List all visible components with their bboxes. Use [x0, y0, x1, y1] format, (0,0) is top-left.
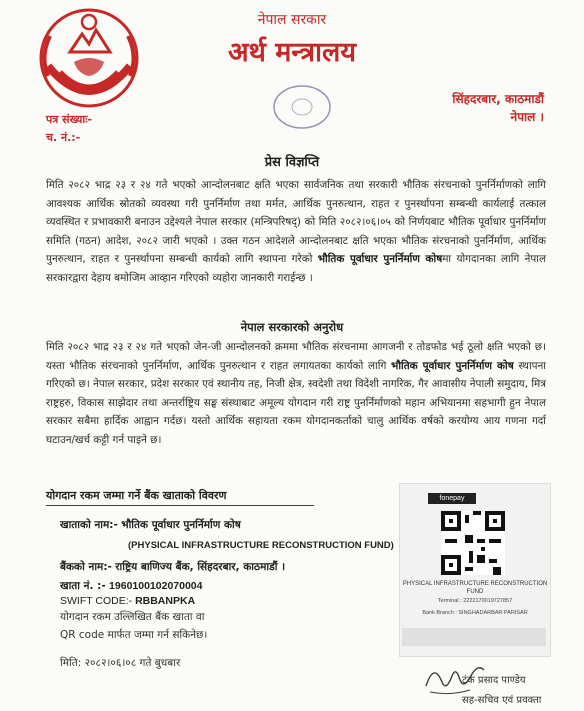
intro-text-part2: मा योगदानका लागि नेपाल सरकारद्वारा देहाय बमोजिम आव्हान गरिएको व्यहोरा जानकारी गराईन्छ ।: [46, 253, 546, 284]
payment-brand-logo: fonepay: [428, 493, 476, 504]
heading-underline: [46, 505, 314, 506]
qr-terminal: Terminal : 2222170019727857: [437, 598, 513, 604]
account-name-label: खाताको नाम:-: [60, 519, 118, 531]
swift-code-row: [60, 595, 195, 607]
account-number-value: 1960100102070004: [109, 580, 203, 592]
ministry-stamp-icon: [270, 82, 334, 132]
signatory-role: सह-सचिव एवं प्रवक्ता: [462, 695, 542, 706]
appeal-text-part1: मिति २०८२ भाद्र २३ र २४ गते भएको जेन-जी आन्दोलनको क्रममा भौतिक संरचनामा आगजनी र तोडफोड भई ठूलो क्षति भएको छ। यस्ता भौतिक संरचनाको पुनर्निर्माण, आर्थिक पुनरुत्थान र राहत लगायतका कार्यको लागि: [46, 341, 546, 372]
qr-bank-branch: Bank Branch : SINGHADARBAR PARISAR: [422, 610, 528, 616]
address-line-1: सिंहदरबार, काठमाडौं: [452, 92, 544, 106]
appeal-text-part2: स्थापना गरिएको छ। नेपाल सरकार, प्रदेश सरकार एवं स्थानीय तह, निजी क्षेत्र, स्वदेशी तथा विदेशी नागरिक, गैर आवासीय नेपाली समुदाय, मित्र राष्ट्रहरु, विकास साझेदार तथा अन्तर्राष्ट्रिय सङ्घ संस्थाबाट अमूल्य योगदान गरी राष्ट्र पुनर्निर्माणको महान अभियानमा सहभागी हुन नेपाल सरकार सबैमा हार्दिक आह्वान गर्दछ। यस्तो आर्थिक सहायता रकम योगदानकर्ताको चालु आर्थिक वर्षको करयोग्य आय गणना गर्दा घटाउन/खर्च कट्टी गर्न पाइने छ।: [46, 359, 546, 446]
qr-code-icon: [441, 511, 505, 575]
swift-code-value: RBBANPKA: [135, 595, 196, 607]
qr-note-line1: योगदान रकम उल्लिखित बैंक खाता वा: [60, 611, 205, 623]
account-number-label: खाता नं. :-: [60, 580, 106, 592]
intro-paragraph: [46, 176, 546, 287]
bank-name-label: बैंकको नाम:-: [60, 561, 112, 573]
fund-name-bold: भौतिक पूर्वाधार पुनर्निर्माण कोष: [317, 253, 443, 265]
appeal-heading: नेपाल सरकारको अनुरोध: [240, 320, 344, 334]
qr-fund-name: PHYSICAL INFRASTRUCTURE RECONSTRUCTION FUND: [402, 581, 548, 595]
ministry-name: अर्थ मन्त्रालय: [227, 37, 357, 68]
swift-code-label: SWIFT CODE:-: [60, 595, 133, 607]
account-name-english: (PHYSICAL INFRASTRUCTURE RECONSTRUCTION FUND): [128, 540, 394, 551]
account-number-row: [60, 579, 202, 593]
reference-number-label: पत्र संख्याः-: [46, 113, 93, 126]
bank-name-row: [60, 560, 285, 574]
account-section-heading: योगदान रकम जम्मा गर्ने बैंक खाताको विवरण: [46, 489, 227, 502]
account-name-value: भौतिक पूर्वाधार पुनर्निर्माण कोष: [121, 519, 241, 531]
bank-name-value: राष्ट्रिय बाणिज्य बैंक, सिंहदरबार, काठमाडौं ।: [115, 561, 286, 573]
signatory-name: टंक प्रसाद पाण्डेय: [462, 675, 526, 686]
government-name: नेपाल सरकार: [257, 12, 327, 28]
account-name-row: [60, 518, 241, 532]
address-line-2: नेपाल ।: [510, 110, 544, 124]
dispatch-number-label: च. नं.:-: [46, 131, 81, 144]
issue-date: मिति: २०८२।०६।०८ गते बुधबार: [60, 657, 181, 669]
qr-note-line2: QR code मार्फत जम्मा गर्न सकिनेछ।: [60, 629, 208, 641]
fund-name-bold: भौतिक पूर्वाधार पुनर्निर्माण कोष: [391, 359, 514, 372]
intro-text-part1: मिति २०८२ भाद्र २३ र २४ गते भएको आन्दोलनबाट क्षति भएका सार्वजनिक तथा सरकारी भौतिक संरचनाको पुनर्निर्माणको लागि आवश्यक आर्थिक स्रोतको व्यवस्था गरी पुनर्निर्माण तथा मर्मत, आर्थिक पुनरुत्थान, राहत र पुनर्स्थापना सम्बन्धी कार्यलाई तत्काल व्यवस्थित र प्रभावकारी बनाउन उद्देश्यले नेपाल सरकार (मन्त्रिपरिषद्) को मिति २०८२।०६।०५ को निर्णयबाट भौतिक पूर्वाधार पुनर्निर्माण समिति (गठन) आदेश, २०८२ जारी भएको । उक्त गठन आदेशले आन्दोलनबाट क्षति भएका भौतिक संरचनाको पुनर्निर्माण, आर्थिक पुनरुत्थान, राहत र पुनर्स्थापना सम्बन्धी कार्यको लागि स्थापना गरेको: [46, 179, 546, 265]
qr-footer-logos: [402, 628, 546, 646]
page-title: प्रेस विज्ञप्ति: [264, 155, 320, 170]
appeal-paragraph: [46, 338, 546, 449]
